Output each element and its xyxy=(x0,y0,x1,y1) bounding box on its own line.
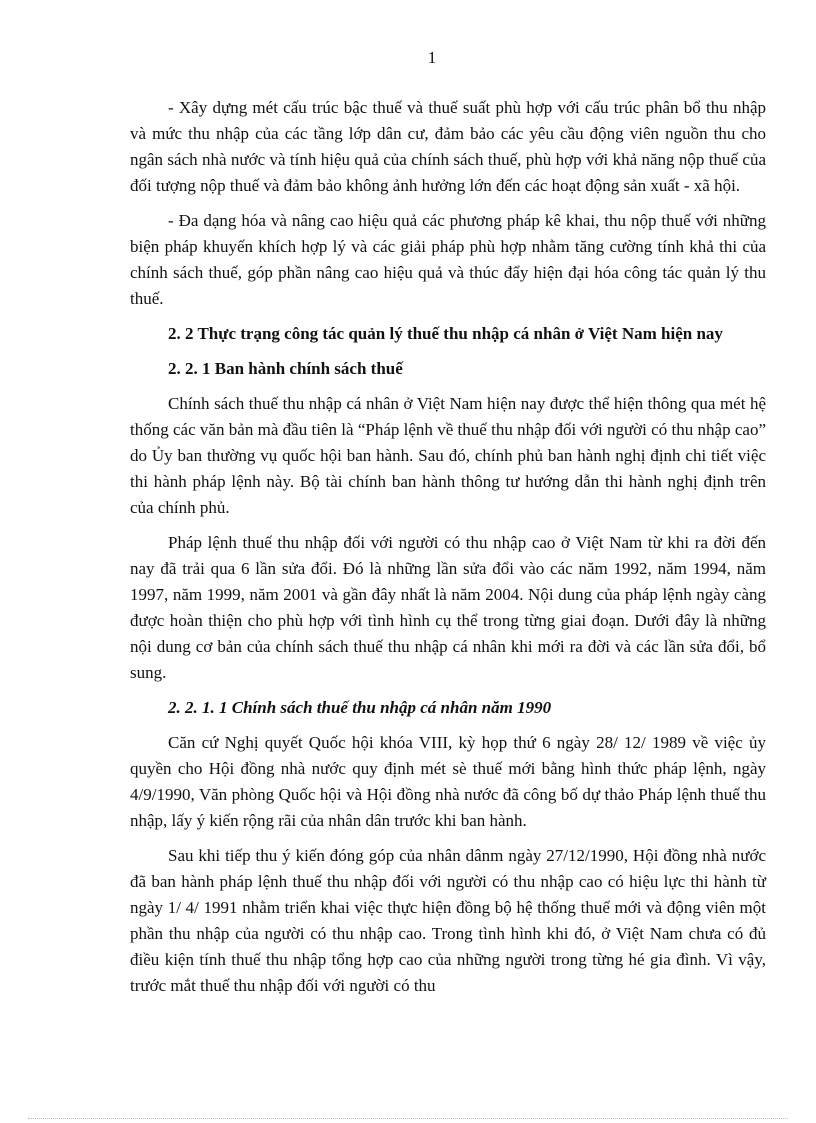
page-number: 1 xyxy=(427,48,437,67)
paragraph-resolution-1989: Căn cứ Nghị quyết Quốc hội khóa VIII, kỳ họp thứ 6 ngày 28/ 12/ 1989 về việc ủy quyền cho Hội đồng nhà nước quy định mét sè thuế mới bằng hình thức pháp lệnh, ngày 4/9/1990, Văn phòng Quốc hội và Hội đồng nhà nước đã công bố dự thảo Pháp lệnh thuế thu nhập, lấy ý kiến rộng rãi của nhân dân trước khi ban hành. xyxy=(130,733,766,830)
paragraph-current-policy: Chính sách thuế thu nhập cá nhân ở Việt Nam hiện nay được thể hiện thông qua mét hệ thống các văn bản mà đầu tiên là “Pháp lệnh về thuế thu nhập đối với người có thu nhập cao” do Ủy ban thường vụ quốc hội ban hành. Sau đó, chính phủ ban hành nghị định chi tiết việc thi hành pháp lệnh này. Bộ tài chính ban hành thông tư hướng dẫn thi hành nghị định trên của chính phủ. xyxy=(130,394,766,517)
heading-section-2-2: 2. 2 Thực trạng công tác quản lý thuế thu nhập cá nhân ở Việt Nam hiện nay xyxy=(168,324,723,343)
heading-section-2-2-1-1: 2. 2. 1. 1 Chính sách thuế thu nhập cá nhân năm 1990 xyxy=(168,698,552,717)
paragraph-amendments: Pháp lệnh thuế thu nhập đối với người có thu nhập cao ở Việt Nam từ khi ra đời đến nay đã trải qua 6 lần sửa đổi. Đó là những lần sửa đổi vào các năm 1992, năm 1994, năm 1997, năm 1999, năm 2001 và gần đây nhất là năm 2004. Nội dung của pháp lệnh ngày càng được hoàn thiện cho phù hợp với tình hình cụ thể trong từng giai đoạn. Dưới đây là những nội dung cơ bản của chính sách thuế thu nhập cá nhân khi mới ra đời và các lần sửa đổi, bổ sung. xyxy=(130,533,766,682)
paragraph-ordinance-1990: Sau khi tiếp thu ý kiến đóng góp của nhân dânm ngày 27/12/1990, Hội đồng nhà nước đã ban hành pháp lệnh thuế thu nhập đối với người có thu nhập cao có hiệu lực thi hành từ ngày 1/ 4/ 1991 nhằm triển khai việc thực hiện đồng bộ hệ thống thuế mới và động viên một phần thu nhập của người có thu nhập cao. Trong tình hình khi đó, ở Việt Nam chưa có đủ điều kiện tính thuế thu nhập tổng hợp cao của những người trong từng hé gia đình. Vì vậy, trước mắt thuế thu nhập đối với người có thu xyxy=(130,846,766,995)
document-body xyxy=(130,95,766,1008)
paragraph-diversify-methods: - Đa dạng hóa và nâng cao hiệu quả các phương pháp kê khai, thu nộp thuế với những biện pháp khuyến khích hợp lý và các giải pháp phù hợp nhằm tăng cường tính khả thi của chính sách thuế, góp phần nâng cao hiệu quả và thúc đẩy hiện đại hóa công tác quản lý thu thuế. xyxy=(130,211,766,308)
paragraph-tax-structure: - Xây dựng mét cấu trúc bậc thuế và thuế suất phù hợp với cấu trúc phân bổ thu nhập và mức thu nhập của các tầng lớp dân cư, đảm bảo các yêu cầu động viên nguồn thu cho ngân sách nhà nước và tính hiệu quả của chính sách thuế, phù hợp với khả năng nộp thuế của đối tượng nộp thuế và đảm bảo không ảnh hưởng lớn đến các hoạt động sản xuất - xã hội. xyxy=(130,98,766,195)
footer-divider xyxy=(28,1118,788,1119)
heading-section-2-2-1: 2. 2. 1 Ban hành chính sách thuế xyxy=(168,359,403,378)
